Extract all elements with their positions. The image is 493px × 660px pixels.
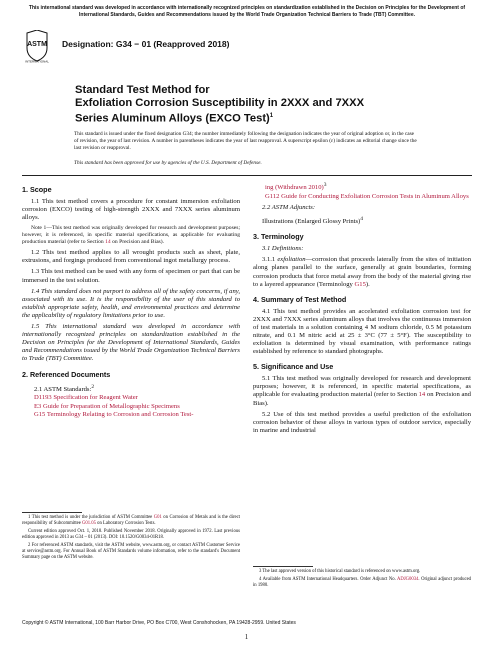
ref-d1193-link[interactable]: D1193 xyxy=(34,394,52,402)
right-column xyxy=(253,181,471,438)
note-1: Note 1—This test method was originally developed for research and development purposes; however, it is referenced, in specific material specifications, as applicable for evaluating production material (refer to Section 14 on Precision and Bias). xyxy=(22,225,240,246)
svg-text:ASTM: ASTM xyxy=(27,41,47,48)
title-line-2: Exfoliation Corrosion Susceptibility in 2XXX and 7XXX xyxy=(75,97,365,109)
reference-list xyxy=(22,383,240,420)
standard-note: This standard is issued under the fixed designation G34; the number immediately following the designation indicates the year of original adoption or, in the case of revision, the year of last revision. A number in parentheses indicates the year of last reapproval. A superscript epsilon (ε) indicates an editorial change since the last revision or reapproval. xyxy=(74,131,417,151)
section-14-link[interactable]: 14 xyxy=(105,239,111,246)
title-footnote-marker: 1 xyxy=(269,113,274,119)
footnote-rule-right xyxy=(253,566,313,567)
divider xyxy=(22,175,472,176)
para-5-2: 5.2 Use of this test method provides a useful prediction of the exfoliation corrosion behavior of these alloys in various types of outdoor service, especially in marine and industrial xyxy=(253,410,471,434)
footnote-4: 4 Available from ASTM International Headquarters. Order Adjunct No. ADJG0034. Original adjunct produced in 1980. xyxy=(253,577,471,588)
footnote-rule-left xyxy=(22,512,82,513)
def-exfoliation: 3.1.1 exfoliation—corrosion that proceeds laterally from the sites of initiation along planes parallel to the surface, generally at grain boundaries, forming corrosion products that force metal away from the body of the material giving rise to a layered appearance (Terminology G15). xyxy=(253,256,471,288)
para-1-1: 1.1 This test method covers a procedure for constant immersion exfoliation corrosion (EXCO) testing of high-strength 2XXX and 7XXX series aluminum alloys. xyxy=(22,198,240,222)
ref-g112-link[interactable]: G112 xyxy=(265,192,280,200)
adjunct-link[interactable]: ADJG0034 xyxy=(397,577,419,582)
approval-note: This standard has been approved for use by agencies of the U.S. Department of Defense. xyxy=(74,160,262,166)
para-1-5: 1.5 This international standard was developed in accordance with internationally recognized principles on standardization established in the Decision on Principles for the Development of International Standards, Guides and Recommendations issued by the World Trade Organization Technical Barriers to Trade (TBT) Committee. xyxy=(22,323,240,363)
ref-e3: E3 Guide for Preparation of Metallographic Specimens xyxy=(34,402,180,410)
adjunct-item: Illustrations (Enlarged Glossy Prints)$^4$ xyxy=(262,215,363,226)
section-heading-summary: 4. Summary of Test Method xyxy=(253,294,347,304)
ref-g112: G112 Guide for Conducting Exfoliation Corrosion Tests in Aluminum Alloys xyxy=(265,192,469,200)
page-number: 1 xyxy=(244,633,249,641)
astm-standards-label: 2.1 ASTM Standards:$^2$ xyxy=(34,383,95,393)
footnote-edition: Current edition approved Oct. 1, 2018. Published November 2018. Originally approved in 1972. Last previous edition approved in 2013 as G34 – 01 (2013). DOI: 10.1520/G0034-01R18. xyxy=(22,529,240,540)
ref-g15-cont: ing (Withdrawn 2010)$^3$ xyxy=(265,182,327,192)
para-4-1: 4.1 This test method provides an accelerated exfoliation corrosion test for 2XXX and 7XXX series aluminum alloys that involves the continuous immersion of test materials in a solution containing 4 M sodium chloride, 0.5 M potassium nitrate, and 0.1 M nitric acid at 25 ± 3°C (77 ± 5°F). The susceptibility to exfoliation is determined by visual examination, with performance ratings established by reference to standard photographs. xyxy=(253,307,471,356)
copyright: Copyright © ASTM International, 100 Barr Harbor Drive, PO Box C700, West Conshohocken, PA 19428-2959. United States xyxy=(22,620,296,626)
para-1-4: 1.4 This standard does not purport to address all of the safety concerns, if any, associated with its use. It is the responsibility of the user of this standard to establish appropriate safety, health, and environmental practices and determine the applicability of regulatory limitations prior to use. xyxy=(22,287,240,319)
para-1-3: 1.3 This test method can be used with any form of specimen or part that can be immersed in the test solution. xyxy=(22,268,240,284)
footnote-1: 1 This test method is under the jurisdiction of ASTM Committee G01 on Corrosion of Metals and is the direct responsibility of Subcommittee G01.05 on Laboratory Corrosion Tests. xyxy=(22,515,240,526)
footnotes-left xyxy=(22,515,240,563)
ref-d1193: D1193 Specification for Reagent Water xyxy=(34,394,138,402)
ref-e3-link[interactable]: E3 xyxy=(34,402,42,410)
definitions-label: 3.1 Definitions: xyxy=(262,245,304,253)
ref-g15-link[interactable]: G15 xyxy=(34,411,46,419)
footnote-3: 3 The last approved version of this historical standard is referenced on www.astm.org. xyxy=(259,569,421,574)
title-line-3: Series Aluminum Alloys (EXCO Test) xyxy=(75,112,270,125)
designation: Designation: G34 − 01 (Reapproved 2018) xyxy=(62,39,230,49)
section-heading-terminology: 3. Terminology xyxy=(253,232,304,242)
footnotes-right xyxy=(253,569,471,591)
section-heading-referenced-documents: 2. Referenced Documents xyxy=(22,369,111,379)
astm-adjuncts-label: 2.2 ASTM Adjuncts: xyxy=(262,203,316,211)
tbt-notice: This international standard was developed in accordance with internationally recognized principles on standardization established in the Decision on Principles for the Development of International Standards, Guides and Recommendations issued by the World Trade Organization Technical Barriers to Trade (TBT) Committee. xyxy=(28,5,466,18)
g01-05-link[interactable]: G01.05 xyxy=(82,521,96,526)
logo-text: INTERNATIONAL xyxy=(25,59,49,63)
document-title xyxy=(75,84,415,126)
astm-logo xyxy=(24,30,50,63)
footnote-2: 2 For referenced ASTM standards, visit the ASTM website, www.astm.org, or contact ASTM Customer Service at service@astm.org. For Annual Book of ASTM Standards volume information, refer to the standard's Document Summary page on the ASTM website. xyxy=(22,543,240,560)
para-5-1: 5.1 This test method was originally developed for research and development purposes; however, it is referenced, in specific material specifications, as applicable for evaluating production material (refer to Section 14 on Precision and Bias). xyxy=(253,375,471,407)
section-heading-scope: 1. Scope xyxy=(22,185,52,194)
para-1-2: 1.2 This test method applies to all wrought products such as sheet, plate, extrusions, and forgings produced from conventional ingot metallurgy process. xyxy=(22,249,240,265)
section-heading-significance: 5. Significance and Use xyxy=(253,362,334,372)
section-14-link-2[interactable]: 14 xyxy=(418,391,426,399)
g01-link[interactable]: G01 xyxy=(153,515,162,520)
title-line-1: Standard Test Method for xyxy=(75,84,210,96)
left-column xyxy=(22,181,240,420)
ref-g15: G15 Terminology Relating to Corrosion and Corrosion Test- xyxy=(34,411,194,419)
reference-list-cont xyxy=(253,181,471,201)
ref-g15-inline-link[interactable]: G15 xyxy=(354,280,366,288)
